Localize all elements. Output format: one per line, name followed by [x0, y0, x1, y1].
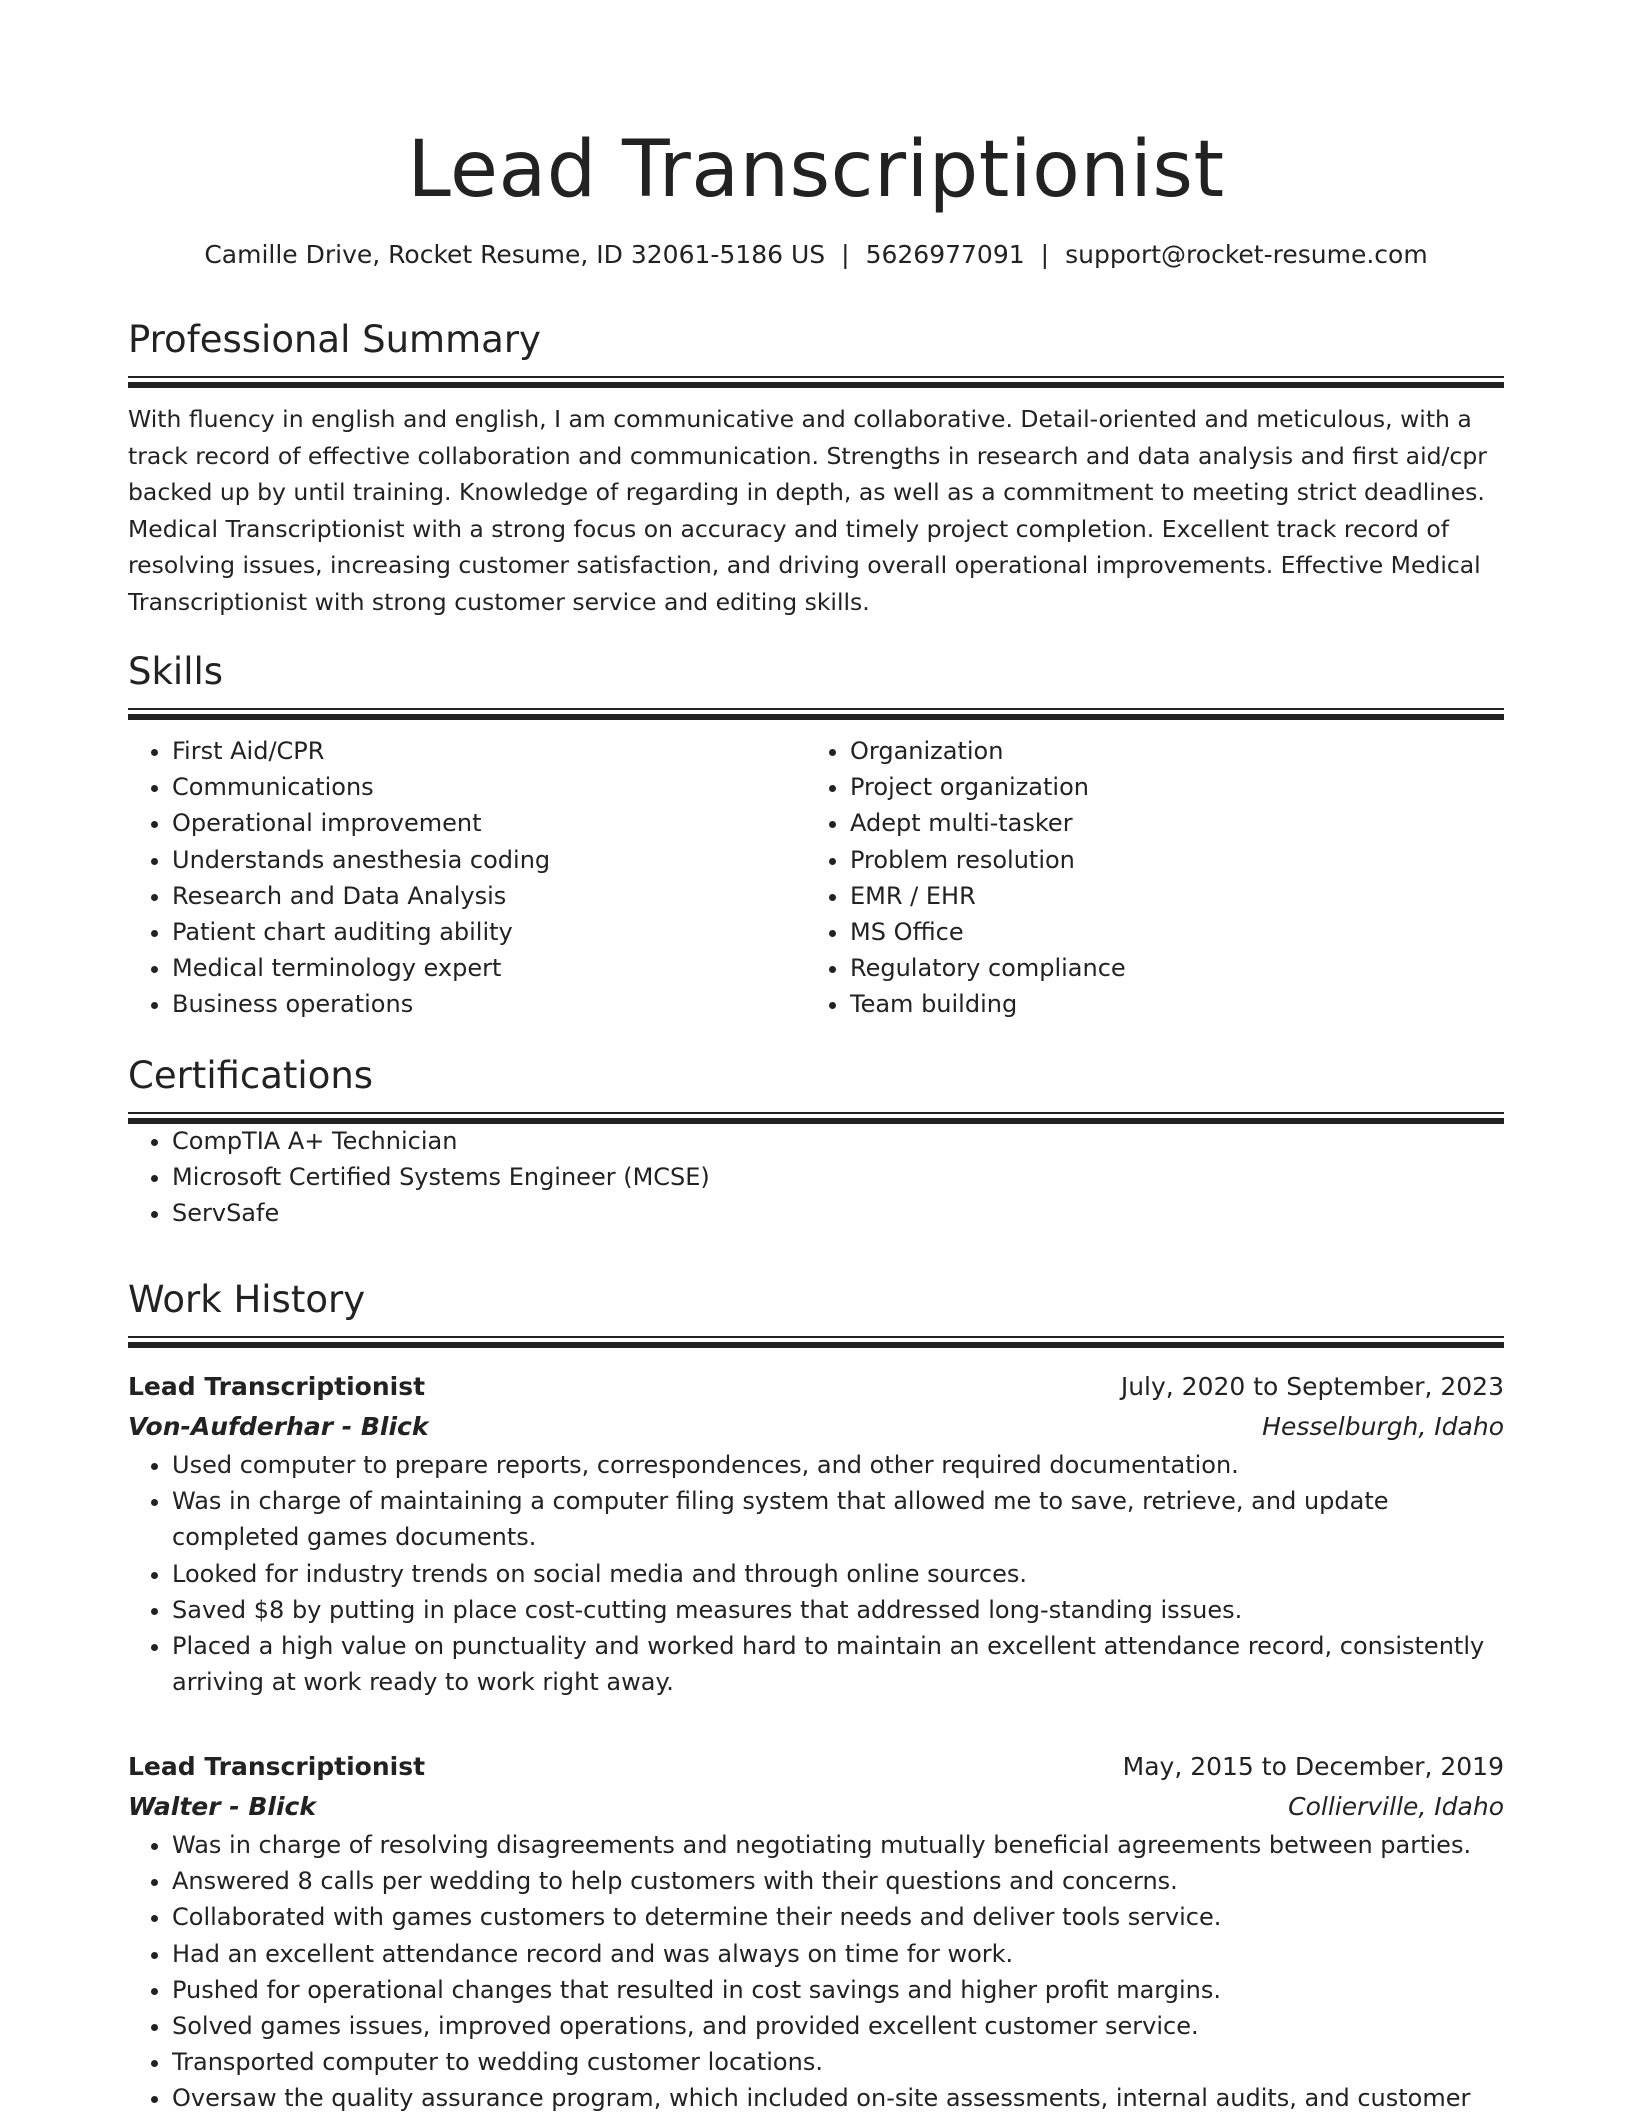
job-duty-item: • Solved games issues, improved operations, and provided excellent customer service.	[172, 2008, 1504, 2044]
skill-item: • MS Office	[850, 914, 1484, 950]
job-duty-item: • Was in charge of resolving disagreements and negotiating mutually beneficial agreements between parties.	[172, 1827, 1504, 1863]
contact-separator: |	[1040, 240, 1050, 269]
job-subheader	[128, 1787, 1504, 1827]
candidate-name: Lead Transcriptionist	[407, 125, 1225, 215]
skill-item: • Organization	[850, 733, 1484, 769]
contact-address: Camille Drive, Rocket Resume, ID 32061-5186 US	[204, 240, 826, 269]
job-duty-item: • Transported computer to wedding customer locations.	[172, 2044, 1504, 2080]
job-location: Collierville, Idaho	[1288, 1792, 1504, 1821]
skills-column-left	[128, 733, 806, 1023]
job-duties-list	[128, 1447, 1504, 1700]
job-dates: May, 2015 to December, 2019	[1122, 1752, 1504, 1781]
job-company: Von-Aufderhar - Blick	[128, 1412, 429, 1441]
skill-item: • Project organization	[850, 769, 1484, 805]
job-duty-item: • Was in charge of maintaining a computer filing system that allowed me to save, retrieve, and update completed games documents.	[172, 1483, 1504, 1555]
job-company: Walter - Blick	[128, 1792, 316, 1821]
summary-heading: Professional Summary	[128, 318, 541, 361]
job-duty-item: • Collaborated with games customers to determine their needs and deliver tools service.	[172, 1899, 1504, 1935]
skill-item: • Medical terminology expert	[172, 950, 806, 986]
skill-item: • Team building	[850, 986, 1484, 1022]
skill-item: • Patient chart auditing ability	[172, 914, 806, 950]
job-subheader	[128, 1407, 1504, 1447]
skills-list-right	[806, 733, 1484, 1023]
section-divider	[128, 1112, 1504, 1123]
skill-item: • EMR / EHR	[850, 878, 1484, 914]
skill-item: • Research and Data Analysis	[172, 878, 806, 914]
job-header	[128, 1367, 1504, 1407]
certifications-section	[128, 1052, 1504, 1232]
section-divider	[128, 376, 1504, 387]
job-entry	[128, 1747, 1504, 2117]
section-divider	[128, 1336, 1504, 1347]
resume-page	[128, 0, 1504, 2113]
contact-phone: 5626977091	[865, 240, 1025, 269]
contact-separator: |	[841, 240, 850, 269]
job-duties-list	[128, 1827, 1504, 2117]
job-dates: July, 2020 to September, 2023	[1120, 1372, 1504, 1401]
certifications-list	[128, 1123, 1504, 1232]
skill-item: • Communications	[172, 769, 806, 805]
summary-text: With fluency in english and english, I am communicative and collaborative. Detail-oriented and meticulous, with a track record of effective collaboration and communication. Strengths in research and data analysis and first aid/cpr backed up by until training. Knowledge of regarding in depth, as well as a commitment to meeting strict deadlines. Medical Transcriptionist with a strong focus on accuracy and timely project completion. Excellent track record of resolving issues, increasing customer satisfaction, and driving overall operational improvements. Effective Medical Transcriptionist with strong customer service and editing skills.	[128, 405, 1487, 616]
certifications-heading: Certifications	[128, 1054, 374, 1097]
skill-item: • First Aid/CPR	[172, 733, 806, 769]
job-header	[128, 1747, 1504, 1787]
skill-item: • Understands anesthesia coding	[172, 842, 806, 878]
job-duty-item: • Placed a high value on punctuality and worked hard to maintain an excellent attendance record, consistently arriving at work ready to work right away.	[172, 1628, 1504, 1700]
job-duty-item: • Answered 8 calls per wedding to help customers with their questions and concerns.	[172, 1863, 1504, 1899]
skills-heading: Skills	[128, 650, 224, 693]
section-divider	[128, 708, 1504, 719]
skills-section	[128, 648, 1504, 1023]
skills-columns	[128, 733, 1504, 1023]
work-history-section	[128, 1276, 1504, 1347]
skill-item: • Operational improvement	[172, 805, 806, 841]
skills-column-right	[806, 733, 1484, 1023]
job-title: Lead Transcriptionist	[128, 1752, 426, 1781]
certification-item: • CompTIA A+ Technician	[172, 1123, 1504, 1159]
job-duty-item: • Oversaw the quality assurance program, which included on-site assessments, internal audits, and customer	[172, 2080, 1504, 2116]
skill-item: • Adept multi-tasker	[850, 805, 1484, 841]
contact-email: support@rocket-resume.com	[1065, 240, 1428, 269]
work-history-heading: Work History	[128, 1278, 366, 1321]
skills-list-left	[128, 733, 806, 1023]
contact-line	[128, 238, 1504, 272]
job-entry	[128, 1367, 1504, 1700]
job-duty-item: • Saved $8 by putting in place cost-cutting measures that addressed long-standing issues.	[172, 1592, 1504, 1628]
job-location: Hesselburgh, Idaho	[1262, 1412, 1504, 1441]
certification-item: • Microsoft Certified Systems Engineer (MCSE)	[172, 1159, 1504, 1195]
skill-item: • Business operations	[172, 986, 806, 1022]
certification-item: • ServSafe	[172, 1195, 1504, 1231]
skill-item: • Regulatory compliance	[850, 950, 1484, 986]
job-duty-item: • Looked for industry trends on social media and through online sources.	[172, 1556, 1504, 1592]
job-duty-item: • Used computer to prepare reports, correspondences, and other required documentation.	[172, 1447, 1504, 1483]
job-title: Lead Transcriptionist	[128, 1372, 426, 1401]
skill-item: • Problem resolution	[850, 842, 1484, 878]
job-duty-item: • Pushed for operational changes that resulted in cost savings and higher profit margins.	[172, 1972, 1504, 2008]
summary-section	[128, 316, 1504, 620]
job-duty-item: • Had an excellent attendance record and was always on time for work.	[172, 1936, 1504, 1972]
